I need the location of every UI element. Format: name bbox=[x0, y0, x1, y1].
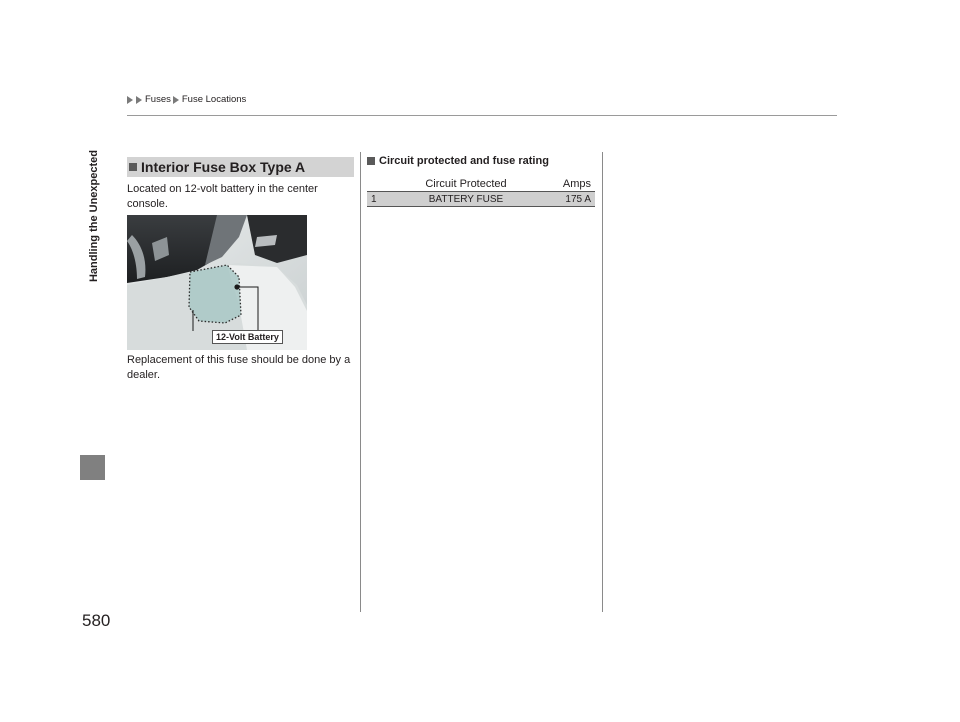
breadcrumb bbox=[127, 94, 246, 105]
section-heading bbox=[127, 157, 354, 177]
cell-circuit: BATTERY FUSE bbox=[389, 192, 543, 207]
breadcrumb-item-fuses[interactable]: Fuses bbox=[145, 94, 171, 105]
column-header-number bbox=[367, 176, 389, 192]
column-divider bbox=[602, 152, 603, 612]
breadcrumb-item-fuse-locations[interactable]: Fuse Locations bbox=[181, 94, 247, 105]
page-number: 580 bbox=[82, 611, 111, 630]
square-bullet-icon bbox=[367, 157, 375, 165]
table-header-row bbox=[367, 176, 595, 192]
column-header-amps: Amps bbox=[543, 176, 595, 192]
header-rule bbox=[127, 115, 837, 116]
location-text: Located on 12-volt battery in the center console. bbox=[127, 183, 318, 210]
cell-number: 1 bbox=[367, 192, 389, 207]
photo-callout-label: 12-Volt Battery bbox=[212, 330, 283, 344]
replacement-note: Replacement of this fuse should be done by a dealer. bbox=[127, 354, 351, 381]
breadcrumb-arrow-icon bbox=[136, 96, 142, 104]
column-header-circuit: Circuit Protected bbox=[389, 176, 543, 192]
square-bullet-icon bbox=[129, 163, 137, 171]
side-tab bbox=[84, 150, 104, 445]
table-heading bbox=[367, 155, 549, 167]
side-tab-block bbox=[80, 455, 105, 480]
table-row bbox=[367, 192, 595, 207]
fuse-rating-table bbox=[367, 176, 595, 207]
cell-amps: 175 A bbox=[543, 192, 595, 207]
column-divider bbox=[360, 152, 361, 612]
table-heading-text: Circuit protected and fuse rating bbox=[379, 155, 549, 167]
breadcrumb-arrow-icon bbox=[127, 96, 133, 104]
breadcrumb-arrow-icon bbox=[173, 96, 179, 104]
section-heading-text: Interior Fuse Box Type A bbox=[141, 159, 306, 175]
side-tab-label: Handling the Unexpected bbox=[88, 150, 100, 283]
